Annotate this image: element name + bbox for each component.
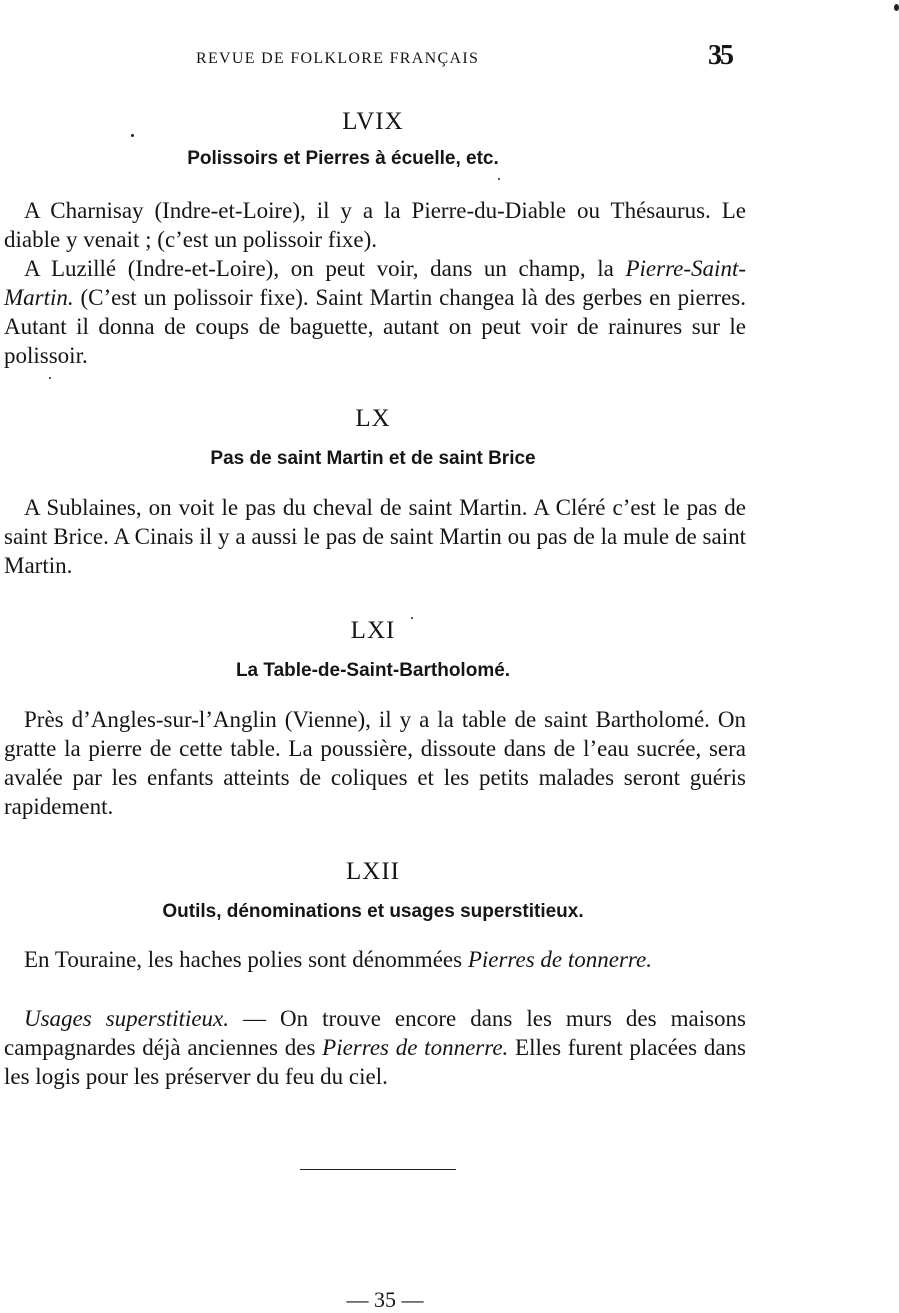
section-numeral: LX (355, 405, 391, 432)
paragraph-text: A Charnisay (Indre-et-Loire), il y a la Pierre-du-Diable ou Thésaurus. Le diable y venait ; (c’est un polissoir fixe). (4, 198, 746, 252)
scan-speck (498, 178, 500, 180)
italic-place-name: Pierre-Saint-Martin. (4, 256, 746, 310)
section-title: Pas de saint Martin et de saint Brice (210, 448, 536, 469)
italic-term: Pierres de tonnerre. (322, 1035, 509, 1060)
paragraph-text: En Touraine, les haches polies sont dénommées (24, 947, 468, 972)
paragraph (4, 493, 746, 580)
page-number-top: 35 (708, 40, 732, 71)
paragraph (4, 254, 746, 370)
section-title: La Table-de-Saint-Bartholomé. (235, 660, 511, 681)
scan-speck (894, 4, 899, 11)
running-head (0, 40, 746, 74)
page-number-bottom: — 35 — (346, 1287, 424, 1312)
scan-speck (131, 134, 134, 137)
paragraph-text: — On trouve encore dans les murs des maisons campagnardes déjà anciennes des (4, 1006, 746, 1060)
section-numeral: LXII (346, 858, 400, 885)
paragraph-text: A Sublaines, on voit le pas du cheval de saint Martin. A Cléré c’est le pas de saint Brice. A Cinais il y a aussi le pas de saint Martin ou pas de la mule de saint Martin. (4, 495, 746, 578)
scan-speck (49, 377, 51, 379)
paragraph (4, 945, 746, 974)
running-title: REVUE DE FOLKLORE FRANÇAIS (196, 50, 480, 67)
paragraph-text: Près d’Angles-sur-l’Anglin (Vienne), il y a la table de saint Bartholomé. On gratte la pierre de cette table. La poussière, dissoute dans de l’eau sucrée, sera avalée par les enfants atteints de coliques et les petits malades seront guéris rapidement. (4, 707, 746, 819)
separator-rule (300, 1169, 456, 1170)
section-numeral: LVIX (342, 108, 404, 135)
section-title: Outils, dénominations et usages superstitieux. (162, 901, 584, 922)
paragraph (4, 1004, 746, 1091)
section-title: Polissoirs et Pierres à écuelle, etc. (187, 148, 499, 169)
paragraph-text: Elles furent placées dans les logis pour les préserver du feu du ciel. (4, 1035, 746, 1089)
scan-speck (411, 617, 413, 619)
paragraph (4, 196, 746, 254)
section-numeral: LXI (350, 617, 396, 644)
paragraph-text: A Luzillé (Indre-et-Loire), on peut voir, dans un champ, la (24, 256, 626, 281)
italic-lead: Usages superstitieux. (24, 1006, 230, 1031)
paragraph (4, 705, 746, 821)
paragraph-text: (C’est un polissoir fixe). Saint Martin changea là des gerbes en pierres. Autant il donna de coups de baguette, autant on peut voir de rainures sur le polissoir. (4, 285, 746, 368)
italic-term: Pierres de tonnerre. (467, 947, 652, 972)
